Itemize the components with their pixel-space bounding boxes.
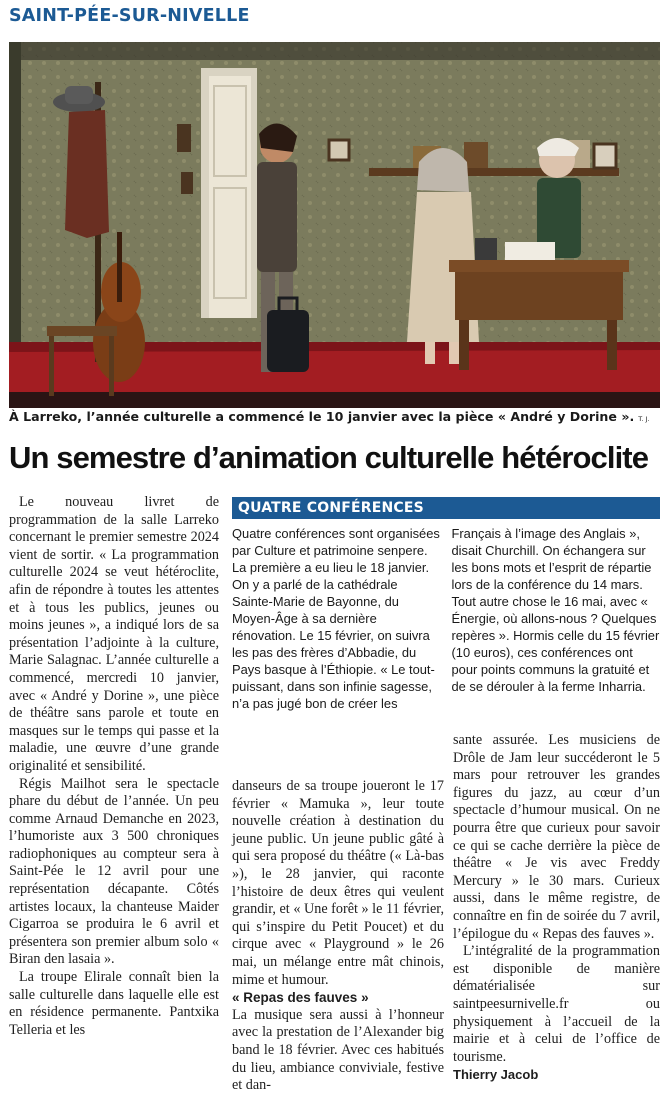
paragraph: L’intégralité de la programmation est disponible de manière dématérialisée sur saintpeesurnivelle.fr ou physiquement à l’accueil de la mairie et à celui de l’office de tourisme.	[453, 943, 660, 1065]
article-headline: Un semestre d’animation culturelle hétéroclite	[9, 440, 649, 475]
article-column-3	[453, 732, 660, 1084]
section-label: SAINT-PÉE-SUR-NIVELLE	[9, 6, 250, 26]
paragraph: sante assurée. Les musiciens de Drôle de Jam leur succéderont le 5 mars pour retrouver les grandes figures du jazz, au cœur d’un spectacle d’humour musical. On ne pourra être que curieux pour savoir ce qui se cache derrière la pièce de théâtre « Je vis avec Freddy Mercury » le 30 mars. Curieux aussi, dans le même registre, de connaître en fin de soirée du 7 avril, l’épilogue du « Repas des fauves ».	[453, 732, 660, 942]
stage-scene	[9, 42, 660, 408]
caption-text: À Larreko, l’année culturelle a commencé le 10 janvier avec la pièce « André y Dorine ».	[9, 409, 635, 424]
paragraph: La troupe Elirale connaît bien la salle culturelle dans laquelle elle est en résidence permanente. Pantxika Telleria et les	[9, 969, 219, 1038]
article-column-1	[9, 494, 219, 1039]
photo-caption	[9, 409, 660, 424]
subheading: « Repas des fauves »	[232, 990, 369, 1006]
author-signature: Thierry Jacob	[453, 1067, 539, 1083]
sidebar-title: QUATRE CONFÉRENCES	[232, 497, 660, 519]
sidebar-box	[232, 525, 660, 712]
article-column-2	[232, 778, 444, 1095]
stage-photo	[9, 42, 660, 408]
sidebar-text: Quatre conférences sont organisées par Culture et patrimoine senpere. La première a eu lieu le 18 janvier. On y a parlé de la cathédrale Sainte-Marie de Bayonne, du Moyen-Âge à sa dernière rénovation. Le 15 février, on suivra les pas des frères d’Abbadie, du Pays basque à l’Éthiopie. « Le tout-puissant, dans son infinie sagesse, n’a pas jugé bon de créer les Français à l’image des Anglais », disait Churchill. On échangera sur les bons mots et l’esprit de répartie lors de la conférence du 14 mars. Tout autre chose le 16 mai, avec « Énergie, où allons-nous ? Quelques repères ». Hormis celle du 15 février (10 euros), ces conférences ont pour points communs la gratuité et de se dérouler à la ferme Inharria.	[232, 526, 660, 711]
paragraph: La musique sera aussi à l’honneur avec la prestation de l’Alexander big band le 18 février. Avec ces habitués du lieu, ambiance conviviale, festive et dan-	[232, 1006, 444, 1094]
paragraph: Le nouveau livret de programmation de la salle Larreko concernant le premier semestre 2024 vient de sortir. « La programmation culturelle 2024 se veut hétéroclite, afin de répondre à toutes les attentes et à tous les publics, jeunes ou moins jeunes », a indiqué lors de sa présentation l’adjointe à la culture, Marie Salagnac. L’année culturelle a commencé, mercredi 10 janvier, avec « André y Dorine », une pièce de théâtre sans parole et toute en masques sur le temps qui passe et la maladie, une œuvre d’une grande originalité et sensibilité.	[9, 494, 219, 774]
photo-credit: T. J.	[638, 415, 650, 423]
paragraph: danseurs de sa troupe joueront le 17 février « Mamuka », leur toute nouvelle création à destination du jeune public. Un jeune public gâté à qui sera proposé du théâtre (« Là-bas »), le 28 janvier, qui raconte l’histoire de deux êtres qui veulent grandir, et « Une forêt » le 11 février, qui s’inspire du Petit Poucet) et du cirque avec « Playground » le 26 mai, un mélange entre mât chinois, mime et humour.	[232, 778, 444, 988]
paragraph: Régis Mailhot sera le spectacle phare du début de l’année. Un peu comme Arnaud Demanche en 2023, l’humoriste aux 3 500 chroniques radiophoniques au compteur sera à Saint-Pée le 12 avril pour une représentation décapante. Côtés artistes locaux, la chanteuse Maider Cigarroa se produira le 6 avril et présentera son premier album solo « Biran den lasaia ».	[9, 775, 219, 968]
